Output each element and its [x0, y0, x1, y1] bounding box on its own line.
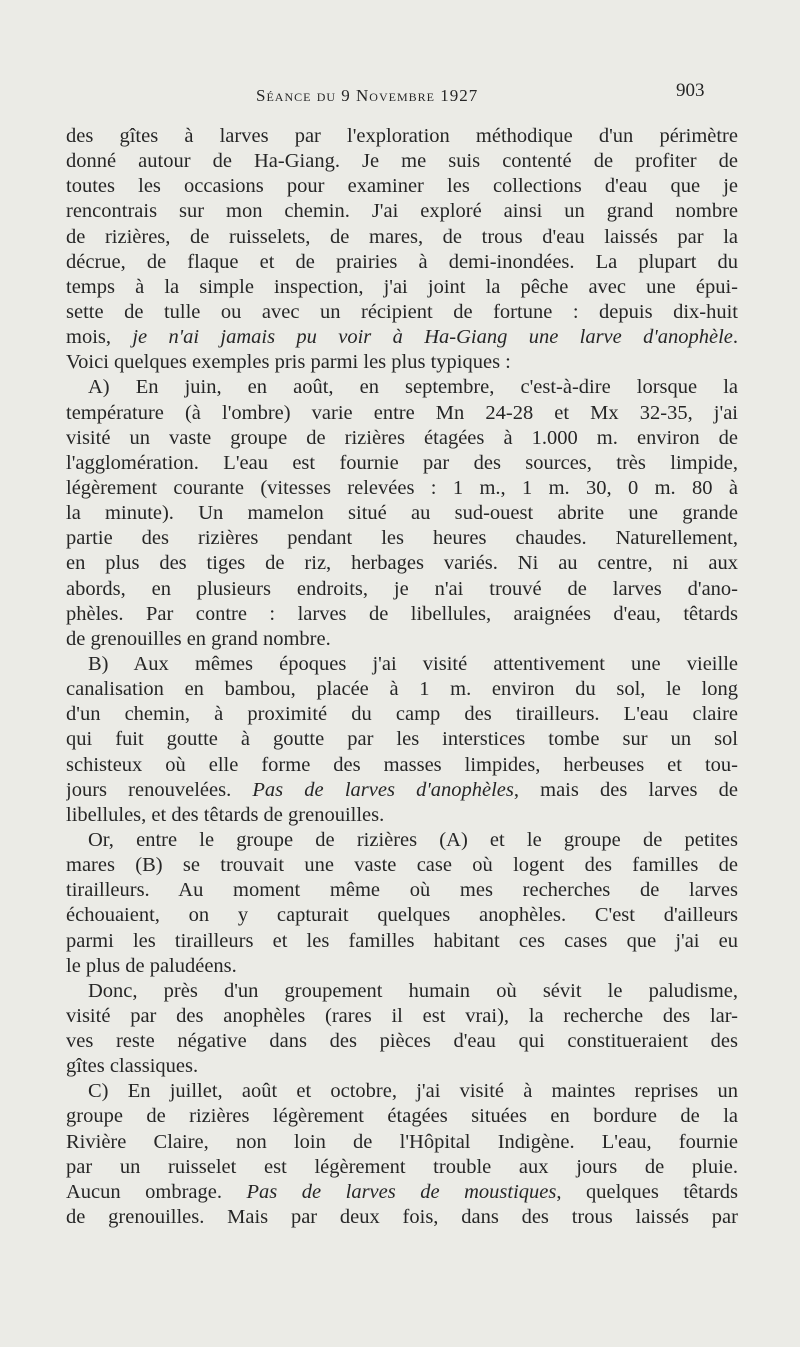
text-line: par un ruisselet est légèrement trouble aux jours de pluie. — [66, 1155, 738, 1178]
text-segment: , quelques têtards — [556, 1180, 738, 1203]
text-line: libellules, et des têtards de grenouilles. — [66, 803, 385, 826]
text-line: canalisation en bambou, placée à 1 m. environ du sol, le long — [66, 678, 738, 701]
text-line: mares (B) se trouvait une vaste case où logent des familles de — [66, 854, 738, 877]
text-line: d'un chemin, à proximité du camp des tirailleurs. L'eau claire — [66, 703, 738, 726]
text-line: temps à la simple inspection, j'ai joint la pêche avec une épui- — [66, 275, 738, 298]
text-line: donné autour de Ha-Giang. Je me suis contenté de profiter de — [66, 150, 738, 173]
body-text — [66, 124, 738, 1230]
text-line: Rivière Claire, non loin de l'Hôpital Indigène. L'eau, fournie — [66, 1130, 738, 1153]
text-line — [66, 1180, 738, 1205]
text-line: schisteux où elle forme des masses limpides, herbeuses et tou- — [66, 753, 738, 776]
page-number: 903 — [676, 80, 705, 101]
text-line: gîtes classiques. — [66, 1055, 199, 1078]
text-line: légèrement courante (vitesses relevées : 1 m., 1 m. 30, 0 m. 80 à — [66, 476, 738, 499]
text-segment: mois, — [66, 326, 133, 349]
text-line: sette de tulle ou avec un récipient de fortune : depuis dix-huit — [66, 300, 738, 323]
text-line: parmi les tirailleurs et les familles habitant ces cases que j'ai eu — [66, 929, 738, 952]
italic-segment: Pas de larves d'anophèles — [252, 778, 514, 801]
text-line: le plus de paludéens. — [66, 954, 237, 977]
text-line: groupe de rizières légèrement étagées situées en bordure de la — [66, 1105, 738, 1128]
text-segment: Aucun ombrage. — [66, 1180, 247, 1203]
text-line: Donc, près d'un groupement humain où sévit le paludisme, — [88, 979, 738, 1002]
text-line: C) En juillet, août et octobre, j'ai visité à maintes reprises un — [88, 1080, 738, 1103]
text-line: abords, en plusieurs endroits, je n'ai trouvé de larves d'ano- — [66, 577, 738, 600]
text-line: la minute). Un mamelon situé au sud-ouest abrite une grande — [66, 502, 738, 525]
text-line: rencontrais sur mon chemin. J'ai exploré ainsi un grand nombre — [66, 200, 738, 223]
running-head: Séance du 9 Novembre 1927 — [256, 86, 479, 105]
text-line: partie des rizières pendant les heures chaudes. Naturellement, — [66, 527, 738, 550]
text-line: toutes les occasions pour examiner les collections d'eau que je — [66, 175, 738, 198]
italic-segment: je n'ai jamais pu voir à Ha-Giang une larve d'anophèle — [132, 326, 733, 349]
text-line: des gîtes à larves par l'exploration méthodique d'un périmètre — [66, 125, 738, 147]
text-line: A) En juin, en août, en septembre, c'est-à-dire lorsque la — [88, 376, 738, 399]
text-line: de rizières, de ruisselets, de mares, de trous d'eau laissés par la — [66, 225, 738, 248]
text-line — [66, 325, 738, 350]
text-line: B) Aux mêmes époques j'ai visité attentivement une vieille — [88, 652, 738, 675]
text-line: en plus des tiges de riz, herbages variés. Ni au centre, ni aux — [66, 552, 738, 575]
text-line: température (à l'ombre) varie entre Mn 24-28 et Mx 32-35, j'ai — [66, 401, 738, 424]
text-line: Voici quelques exemples pris parmi les plus typiques : — [66, 351, 511, 374]
text-segment: . — [732, 326, 738, 349]
text-line: qui fuit goutte à goutte par les interstices tombe sur un sol — [66, 728, 738, 751]
text-line: l'agglomération. L'eau est fournie par des sources, très limpide, — [66, 451, 738, 474]
italic-segment: Pas de larves de moustiques — [246, 1180, 557, 1203]
text-line: tirailleurs. Au moment même où mes recherches de larves — [66, 879, 738, 902]
text-line: phèles. Par contre : larves de libellules, araignées d'eau, têtards — [66, 602, 738, 625]
text-segment: , mais des larves de — [513, 778, 738, 801]
text-line — [66, 778, 738, 803]
text-line: échouaient, on y capturait quelques anophèles. C'est d'ailleurs — [66, 904, 738, 927]
text-line: de grenouilles en grand nombre. — [66, 627, 331, 650]
text-segment: jours renouvelées. — [66, 778, 253, 801]
text-line: visité un vaste groupe de rizières étagées à 1.000 m. environ de — [66, 426, 738, 449]
text-line: décrue, de flaque et de prairies à demi-inondées. La plupart du — [66, 250, 738, 273]
text-line: visité par des anophèles (rares il est vrai), la recherche des lar- — [66, 1004, 738, 1027]
text-line: ves reste négative dans des pièces d'eau qui constitueraient des — [66, 1030, 738, 1053]
text-line: Or, entre le groupe de rizières (A) et le groupe de petites — [88, 828, 738, 851]
text-line: de grenouilles. Mais par deux fois, dans des trous laissés par — [66, 1206, 738, 1229]
